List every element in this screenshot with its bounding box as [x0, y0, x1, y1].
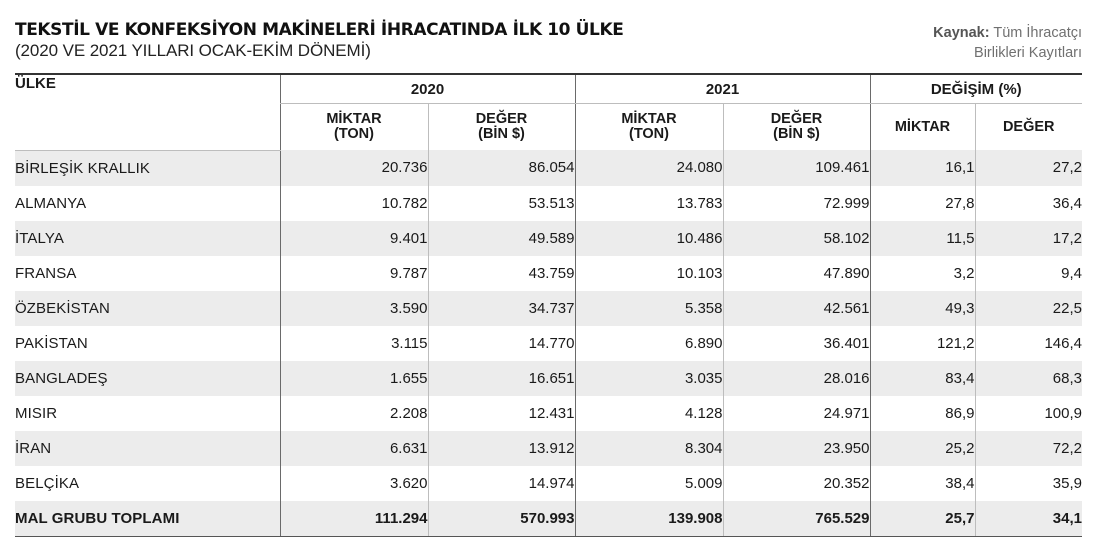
quantity-2020-cell: 1.655 — [280, 361, 428, 396]
country-cell: PAKİSTAN — [15, 326, 280, 361]
column-header-value-2020: DEĞER (BİN $) — [428, 104, 575, 151]
group-header-2021: 2021 — [575, 75, 870, 104]
table-row — [15, 431, 1082, 466]
country-cell: İRAN — [15, 431, 280, 466]
value-2021-cell: 47.890 — [723, 256, 870, 291]
quantity-2021-cell: 5.009 — [575, 466, 723, 501]
total-value-2021-cell: 765.529 — [723, 501, 870, 537]
country-cell: MISIR — [15, 396, 280, 431]
source-note — [933, 23, 1082, 63]
country-cell: BİRLEŞİK KRALLIK — [15, 150, 280, 186]
total-value-2020-cell: 570.993 — [428, 501, 575, 537]
value-2020-cell: 14.770 — [428, 326, 575, 361]
country-cell: BANGLADEŞ — [15, 361, 280, 396]
country-cell: İTALYA — [15, 221, 280, 256]
group-header-change: DEĞİŞİM (%) — [870, 75, 1082, 104]
quantity-2020-cell: 20.736 — [280, 150, 428, 186]
source-label: Kaynak: — [933, 25, 990, 41]
value-change-cell: 100,9 — [975, 396, 1082, 431]
page-subtitle: (2020 VE 2021 YILLARI OCAK-EKİM DÖNEMİ) — [15, 41, 371, 60]
quantity-2021-cell: 5.358 — [575, 291, 723, 326]
value-2020-cell: 16.651 — [428, 361, 575, 396]
quantity-2021-cell: 4.128 — [575, 396, 723, 431]
value-2021-cell: 109.461 — [723, 150, 870, 186]
quantity-2020-cell: 3.620 — [280, 466, 428, 501]
quantity-change-cell: 86,9 — [870, 396, 975, 431]
quantity-change-cell: 49,3 — [870, 291, 975, 326]
table-row — [15, 361, 1082, 396]
group-header-2020: 2020 — [280, 75, 575, 104]
value-2020-cell: 14.974 — [428, 466, 575, 501]
quantity-2021-cell: 24.080 — [575, 150, 723, 186]
value-2020-cell: 53.513 — [428, 186, 575, 221]
country-column-header: ÜLKE — [15, 75, 280, 150]
value-2020-cell: 43.759 — [428, 256, 575, 291]
quantity-change-cell: 16,1 — [870, 150, 975, 186]
page-title: TEKSTİL VE KONFEKSİYON MAKİNELERİ İHRACATINDA İLK 10 ÜLKE — [15, 20, 624, 40]
quantity-2021-cell: 3.035 — [575, 361, 723, 396]
total-value-change-cell: 34,1 — [975, 501, 1082, 537]
total-quantity-2021-cell: 139.908 — [575, 501, 723, 537]
country-cell: BELÇİKA — [15, 466, 280, 501]
value-2020-cell: 34.737 — [428, 291, 575, 326]
total-quantity-change-cell: 25,7 — [870, 501, 975, 537]
value-2021-cell: 23.950 — [723, 431, 870, 466]
value-2020-cell: 86.054 — [428, 150, 575, 186]
quantity-2020-cell: 2.208 — [280, 396, 428, 431]
country-cell: ÖZBEKİSTAN — [15, 291, 280, 326]
table-row — [15, 326, 1082, 361]
country-cell: FRANSA — [15, 256, 280, 291]
quantity-2020-cell: 10.782 — [280, 186, 428, 221]
table-row — [15, 396, 1082, 431]
quantity-2020-cell: 6.631 — [280, 431, 428, 466]
quantity-change-cell: 25,2 — [870, 431, 975, 466]
table-row — [15, 221, 1082, 256]
value-2021-cell: 20.352 — [723, 466, 870, 501]
value-2020-cell: 13.912 — [428, 431, 575, 466]
column-header-quantity-change: MİKTAR — [870, 104, 975, 151]
quantity-2021-cell: 10.486 — [575, 221, 723, 256]
value-change-cell: 27,2 — [975, 150, 1082, 186]
quantity-change-cell: 38,4 — [870, 466, 975, 501]
total-quantity-2020-cell: 111.294 — [280, 501, 428, 537]
quantity-change-cell: 27,8 — [870, 186, 975, 221]
total-label-cell: MAL GRUBU TOPLAMI — [15, 501, 280, 537]
quantity-2020-cell: 9.401 — [280, 221, 428, 256]
value-2020-cell: 49.589 — [428, 221, 575, 256]
column-header-quantity-2020: MİKTAR (TON) — [280, 104, 428, 151]
source-line-2: Birlikleri Kayıtları — [974, 45, 1082, 61]
column-header-value-2021: DEĞER (BİN $) — [723, 104, 870, 151]
country-cell: ALMANYA — [15, 186, 280, 221]
value-change-cell: 72,2 — [975, 431, 1082, 466]
quantity-change-cell: 3,2 — [870, 256, 975, 291]
value-2021-cell: 58.102 — [723, 221, 870, 256]
quantity-change-cell: 11,5 — [870, 221, 975, 256]
source-line-1: Tüm İhracatçı — [993, 25, 1082, 41]
quantity-2020-cell: 3.115 — [280, 326, 428, 361]
value-change-cell: 35,9 — [975, 466, 1082, 501]
value-2021-cell: 72.999 — [723, 186, 870, 221]
value-change-cell: 146,4 — [975, 326, 1082, 361]
value-2021-cell: 36.401 — [723, 326, 870, 361]
quantity-2021-cell: 10.103 — [575, 256, 723, 291]
value-2021-cell: 28.016 — [723, 361, 870, 396]
value-change-cell: 9,4 — [975, 256, 1082, 291]
table-row — [15, 466, 1082, 501]
table-row — [15, 291, 1082, 326]
value-change-cell: 68,3 — [975, 361, 1082, 396]
quantity-2021-cell: 13.783 — [575, 186, 723, 221]
total-row — [15, 501, 1082, 537]
table-body — [15, 150, 1082, 536]
table-row — [15, 150, 1082, 186]
value-change-cell: 22,5 — [975, 291, 1082, 326]
table-row — [15, 186, 1082, 221]
quantity-2020-cell: 9.787 — [280, 256, 428, 291]
quantity-2021-cell: 6.890 — [575, 326, 723, 361]
value-change-cell: 36,4 — [975, 186, 1082, 221]
table-row — [15, 256, 1082, 291]
quantity-change-cell: 121,2 — [870, 326, 975, 361]
column-header-quantity-2021: MİKTAR (TON) — [575, 104, 723, 151]
value-2021-cell: 42.561 — [723, 291, 870, 326]
quantity-2021-cell: 8.304 — [575, 431, 723, 466]
quantity-2020-cell: 3.590 — [280, 291, 428, 326]
value-2020-cell: 12.431 — [428, 396, 575, 431]
quantity-change-cell: 83,4 — [870, 361, 975, 396]
value-change-cell: 17,2 — [975, 221, 1082, 256]
column-header-value-change: DEĞER — [975, 104, 1082, 151]
value-2021-cell: 24.971 — [723, 396, 870, 431]
header-group-row — [15, 75, 1082, 104]
export-table — [15, 75, 1082, 537]
